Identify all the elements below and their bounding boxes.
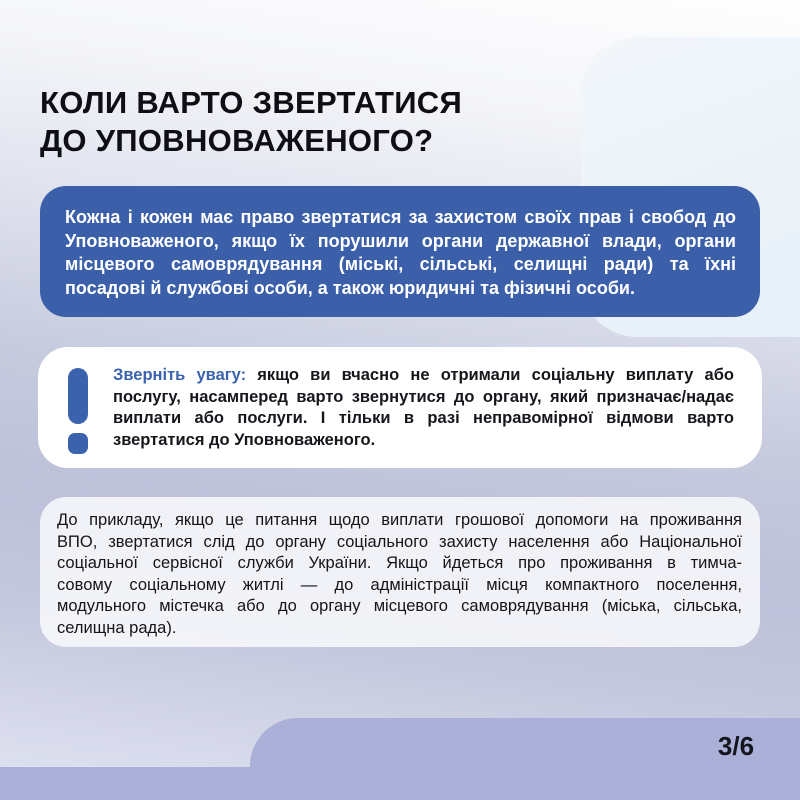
notice-text: [113, 365, 734, 451]
text-line: соціальної сервісної служби України. Якщо йдеться про проживання в тимча-: [57, 554, 742, 572]
text-line: місцевого самоврядування (міські, сільські, селищні ради) та їхні: [65, 254, 736, 274]
notice-card: [38, 347, 762, 468]
page-title-line-2: ДО УПОВНОВАЖЕНОГО?: [40, 123, 434, 158]
exclamation-dot: [68, 433, 88, 454]
intro-text: [65, 206, 736, 300]
intro-card: [40, 186, 760, 317]
notice-label: Зверніть увагу:: [113, 366, 247, 384]
text-line: ВПО, звертатися слід до органу соціального захисту населення або Національної: [57, 532, 742, 551]
text-line: Кожна і кожен має право звертатися за захистом своїх прав і свобод до: [65, 207, 736, 227]
text-line: Уповноваженого, якщо їх порушили органи державної влади, органи: [65, 230, 736, 251]
exclamation-bar: [68, 368, 88, 424]
text-line: совому соціальному житлі — до адміністрації місця компактного поселення,: [57, 575, 742, 594]
page-title-line-1: КОЛИ ВАРТО ЗВЕРТАТИСЯ: [40, 85, 463, 120]
text-line: звертатися до Уповноваженого.: [113, 430, 376, 449]
text-line: [113, 365, 734, 387]
text-line: послугу, насамперед варто звернутися до органу, який призначає/надає: [113, 387, 734, 406]
text-line: посадові й службові особи, а також юридичні та фізичні особи.: [65, 277, 635, 298]
example-text: [57, 510, 742, 639]
notice-line-text: якщо ви вчасно не отримали соціальну виплату або: [246, 366, 735, 384]
example-card: [40, 497, 760, 647]
footer-band: [0, 767, 800, 800]
text-line: виплати або послуги. І тільки в разі неправомірної відмови варто: [113, 409, 734, 427]
text-line: модульного містечка або до органу місцевого самоврядування (міська, сільська,: [57, 597, 742, 615]
page-indicator: 3/6: [717, 731, 755, 761]
text-line: До прикладу, якщо це питання щодо виплати грошової допомоги на проживання: [57, 511, 742, 529]
text-line: селищна рада).: [57, 618, 177, 637]
page-title: [40, 84, 462, 160]
exclamation-icon: [68, 368, 88, 454]
